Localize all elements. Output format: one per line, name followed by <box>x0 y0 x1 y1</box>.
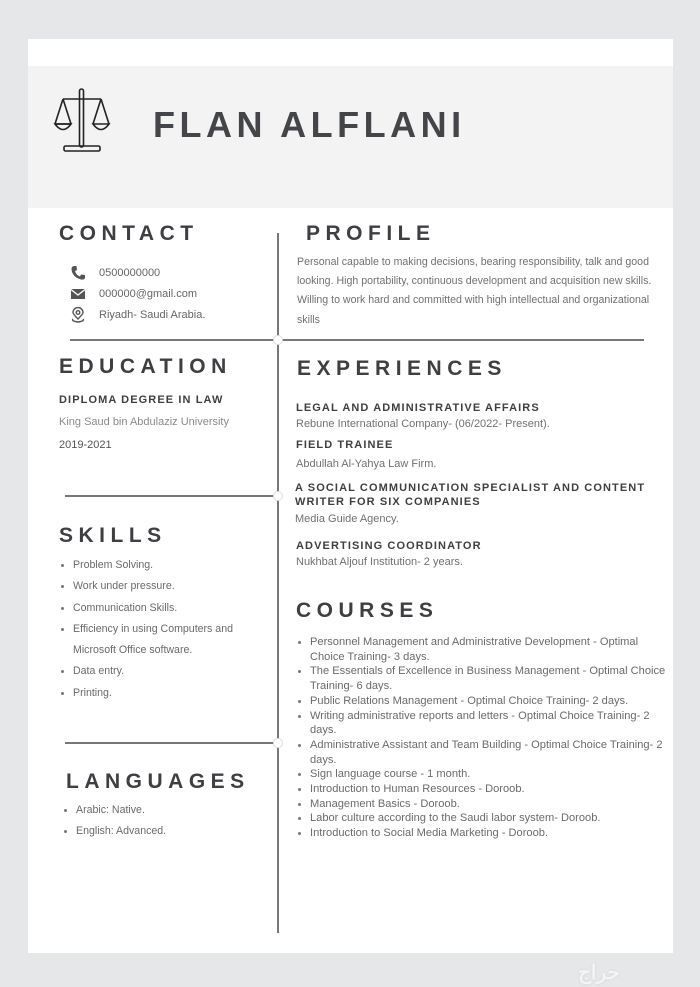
education-school: King Saud bin Abdulaziz University <box>59 416 229 428</box>
divider-node <box>273 335 283 345</box>
experience-company: Nukhbat Aljouf Institution- 2 years. <box>296 556 463 568</box>
experience-title: A SOCIAL COMMUNICATION SPECIALIST AND CONTENT WRITER FOR SIX COMPANIES <box>295 482 646 508</box>
list-item: English: Advanced. <box>62 821 262 842</box>
list-item: Administrative Assistant and Team Building - Optimal Choice Training- 2 days. <box>296 738 672 767</box>
list-item: The Essentials of Excellence in Business Management - Optimal Choice Training- 6 days. <box>296 664 672 693</box>
list-item: Sign language course - 1 month. <box>296 767 672 782</box>
education-degree: DIPLOMA DEGREE IN LAW <box>59 394 224 406</box>
contact-location <box>70 307 205 323</box>
profile-text: Personal capable to making decisions, bearing responsibility, talk and good looking. High portability, continuous development and acquisition new skills. Willing to work hard and committed with high intellectual and organizational skills <box>297 256 652 326</box>
experience-company: Abdullah Al-Yahya Law Firm. <box>296 458 437 470</box>
section-title-profile: PROFILE <box>306 222 436 245</box>
languages-list <box>62 800 262 842</box>
mail-icon <box>70 286 86 302</box>
experience-title: ADVERTISING COORDINATOR <box>296 540 482 552</box>
list-item: Printing. <box>59 683 259 704</box>
list-item: Problem Solving. <box>59 555 259 576</box>
section-title-education: EDUCATION <box>59 355 232 378</box>
contact-email <box>70 286 197 302</box>
experience-company: Media Guide Agency. <box>295 513 399 525</box>
list-item: Data entry. <box>59 661 259 682</box>
experience-title: FIELD TRAINEE <box>296 439 394 451</box>
candidate-name: FLAN ALFLANI <box>153 104 466 145</box>
section-title-languages: LANGUAGES <box>66 770 250 793</box>
experience-company: Rebune International Company- (06/2022- Present). <box>296 418 550 430</box>
list-item: Work under pressure. <box>59 576 259 597</box>
contact-email-text: 000000@gmail.com <box>99 288 197 300</box>
location-pin-icon <box>70 307 86 323</box>
list-item: Labor culture according to the Saudi labor system- Doroob. <box>296 811 672 826</box>
list-item: Personnel Management and Administrative Development - Optimal Choice Training- 3 days. <box>296 635 672 664</box>
divider-education <box>65 495 277 497</box>
divider-node <box>273 491 283 501</box>
section-title-contact: CONTACT <box>59 222 199 245</box>
section-title-experiences: EXPERIENCES <box>297 357 507 380</box>
phone-icon <box>70 265 86 281</box>
experience-title: LEGAL AND ADMINISTRATIVE AFFAIRS <box>296 402 540 414</box>
section-title-skills: SKILLS <box>59 524 167 547</box>
divider-contact-profile <box>70 339 644 341</box>
skills-list <box>59 555 259 704</box>
watermark: حراج <box>578 962 620 984</box>
list-item: Communication Skills. <box>59 598 259 619</box>
section-title-courses: COURSES <box>296 599 439 622</box>
contact-phone-text: 0500000000 <box>99 267 161 279</box>
list-item: Introduction to Social Media Marketing - Doroob. <box>296 826 672 841</box>
contact-location-text: Riyadh- Saudi Arabia. <box>99 309 206 321</box>
scales-of-justice-icon <box>53 88 111 154</box>
contact-phone <box>70 265 160 281</box>
list-item: Arabic: Native. <box>62 800 262 821</box>
education-years: 2019-2021 <box>59 439 112 451</box>
divider-node <box>273 738 283 748</box>
list-item: Efficiency in using Computers and Microsoft Office software. <box>59 619 259 662</box>
list-item: Writing administrative reports and letters - Optimal Choice Training- 2 days. <box>296 709 672 738</box>
list-item: Public Relations Management - Optimal Choice Training- 2 days. <box>296 694 672 709</box>
divider-skills <box>65 742 277 744</box>
list-item: Introduction to Human Resources - Doroob. <box>296 782 672 797</box>
list-item: Management Basics - Doroob. <box>296 797 672 812</box>
courses-list <box>296 635 672 841</box>
